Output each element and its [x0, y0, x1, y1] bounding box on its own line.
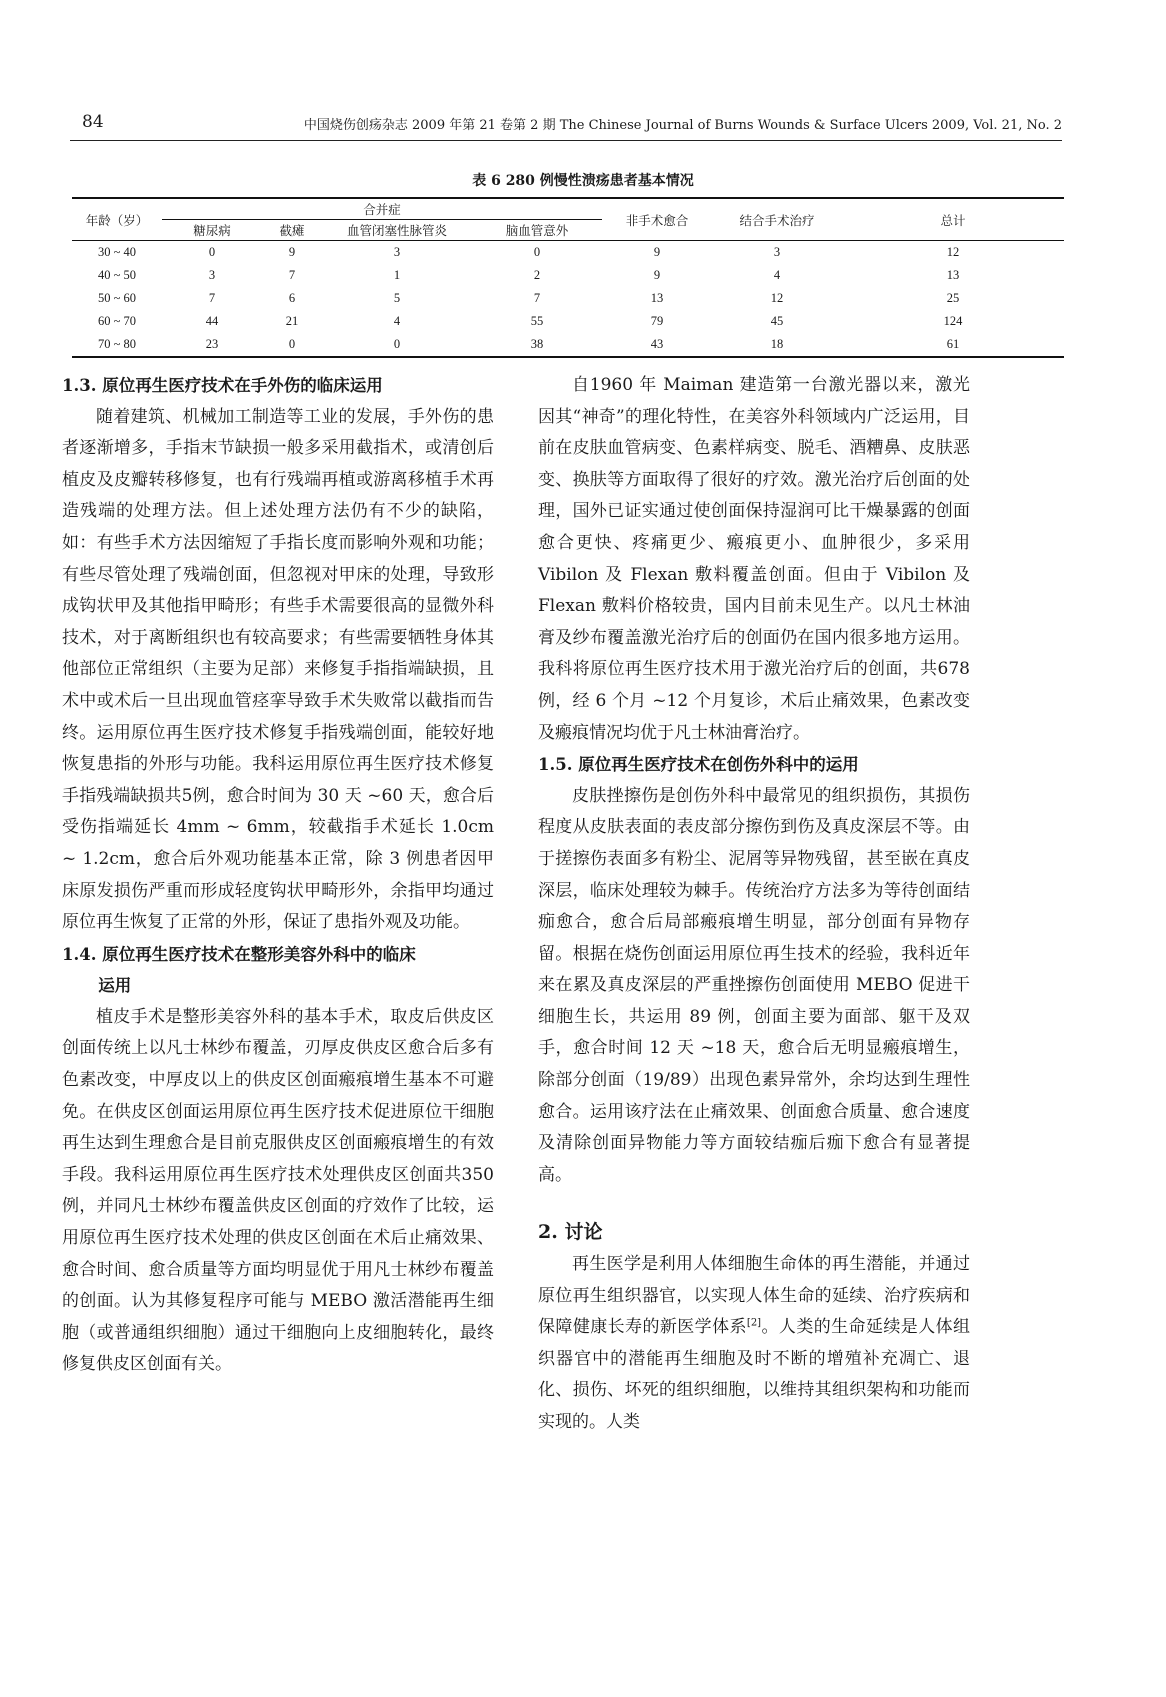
table-cell: 40 ~ 50: [97, 268, 136, 282]
table-cell: 13: [650, 291, 664, 305]
left-column: [62, 370, 494, 1381]
paragraph-1-4: 植皮手术是整形美容外科的基本手术，取皮后供皮区创面传统上以凡士林纱布覆盖，刃厚皮供皮区愈合后多有色素改变，中厚皮以上的供皮区创面瘢痕增生基本不可避免。在供皮区创面运用原位再生医疗技术促进原位干细胞再生达到生理愈合是目前克服供皮区创面瘢痕增生的有效手段。我科运用原位再生医疗技术处理供皮区创面共350例，并同凡士林纱布覆盖供皮区创面的疗效作了比较，运用原位再生医疗技术处理的供皮区创面在术后止痛效果、愈合时间、愈合质量等方面均明显优于用凡士林纱布覆盖的创面。认为其修复程序可能与 MEBO 激活潜能再生细胞（或普通组织细胞）通过干细胞向上皮细胞转化，最终修复供皮区创面有关。: [62, 1006, 494, 1375]
table-cell: 4: [393, 314, 401, 328]
header-total: 总计: [842, 198, 1064, 241]
paragraph-2: [538, 1249, 970, 1439]
header-paraplegia: 截瘫: [279, 224, 305, 238]
table-cell: 7: [208, 291, 216, 305]
table-cell: 0: [162, 241, 262, 265]
table-cell: 1: [393, 268, 401, 282]
table-cell: 79: [650, 314, 664, 328]
table-cell: 25: [946, 291, 960, 305]
header-diabetes: 糖尿病: [193, 224, 231, 238]
table-cell: 21: [285, 314, 299, 328]
table-cell: 3: [712, 241, 842, 265]
table-cell: 23: [162, 333, 262, 357]
table-cell: 124: [943, 314, 963, 328]
header-rule: [70, 140, 1062, 141]
table-row: [72, 310, 1064, 333]
table-cell: 18: [712, 333, 842, 357]
header-age: 年龄（岁）: [72, 198, 162, 241]
table-cell: 12: [770, 291, 784, 305]
table-cell: 7: [288, 268, 296, 282]
table-cell: 43: [602, 333, 712, 357]
table-cell: 9: [602, 241, 712, 265]
table-cell: 45: [770, 314, 784, 328]
table-cell: 0: [322, 333, 472, 357]
page-number: 84: [82, 112, 104, 132]
table-cell: 0: [472, 241, 602, 265]
right-column: [538, 370, 970, 1439]
table-row: [72, 241, 1064, 265]
table-cell: 0: [262, 333, 322, 357]
table-row: [72, 264, 1064, 287]
table-cell: 9: [262, 241, 322, 265]
paragraph-1-5: 皮肤挫擦伤是创伤外科中最常见的组织损伤，其损伤程度从皮肤表面的表皮部分擦伤到伤及真皮深层不等。由于搓擦伤表面多有粉尘、泥屑等异物残留，甚至嵌在真皮深层，临床处理较为棘手。传统治疗方法多为等待创面结痂愈合，愈合后局部瘢痕增生明显，部分创面有异物存留。根据在烧伤创面运用原位再生技术的经验，我科近年来在累及真皮深层的严重挫擦伤创面使用 MEBO 促进干细胞生长，共运用 89 例，创面主要为面部、躯干及双手，愈合时间 12 天 ~18 天，愈合后无明显瘢痕增生，除部分创面（19/89）出现色素异常外，余均达到生理性愈合。运用该疗法在止痛效果、创面愈合质量、愈合速度及清除创面异物能力等方面较结痂后痂下愈合有显著提高。: [538, 785, 970, 1185]
table-row: [72, 333, 1064, 357]
table-row: [72, 287, 1064, 310]
paragraph-2-text-b: 。人类的生命延续是人体组织器官中的潜能再生细胞及时不断的增殖补充凋亡、退化、损伤、坏死的组织细胞，以维持其组织架构和功能而实现的。人类: [538, 1317, 971, 1432]
table-cell: 4: [773, 268, 781, 282]
citation-ref: [2]: [746, 1317, 762, 1329]
table-cell: 44: [205, 314, 219, 328]
patient-table: [72, 197, 1064, 358]
paragraph-1-3: 随着建筑、机械加工制造等工业的发展，手外伤的患者逐渐增多，手指末节缺损一般多采用截指术，或清创后植皮及皮瓣转移修复，也有行残端再植或游离移植手术再造残端的处理方法。但上述处理方法仍有不少的缺陷，如：有些手术方法因缩短了手指长度而影响外观和功能；有些尽管处理了残端创面，但忽视对甲床的处理，导致形成钩状甲及其他指甲畸形；有些手术需要很高的显微外科技术，对于离断组织也有较高要求；有些需要牺牲身体其他部位正常组织（主要为足部）来修复手指指端缺损，且术中或术后一旦出现血管痉挛导致手术失败常以截指而告终。运用原位再生医疗技术修复手指残端创面，能较好地恢复患指的外形与功能。我科运用原位再生医疗技术修复手指残端缺损共5例，愈合时间为 30 天 ~60 天，愈合后受伤指端延长 4mm ~ 6mm，较截指手术延长 1.0cm ~ 1.2cm，愈合后外观功能基本正常，除 3 例患者因甲床原发损伤严重而形成轻度钩状甲畸形外，余指甲均通过原位再生恢复了正常的外形，保证了患指外观及功能。: [62, 406, 494, 933]
section-heading-1-5: 1.5. 原位再生医疗技术在创伤外科中的运用: [538, 755, 859, 775]
table-cell: 55: [530, 314, 544, 328]
section-heading-1-4-line2: 运用: [98, 976, 132, 996]
table-cell: 3: [208, 268, 216, 282]
table-cell: 6: [288, 291, 296, 305]
table-cell: 13: [946, 268, 960, 282]
section-heading-2: 2. 讨论: [538, 1221, 603, 1244]
paragraph-laser: 自1960 年 Maiman 建造第一台激光器以来，激光因其“神奇”的理化特性，在美容外科领域内广泛运用，目前在皮肤血管病变、色素样病变、脱毛、酒糟鼻、皮肤恶变、换肤等方面取得了很好的疗效。激光治疗后创面的处理，国外已证实通过使创面保持湿润可比干燥暴露的创面愈合更快、疼痛更少、瘢痕更小、血肿很少，多采用 Vibilon 及 Flexan 敷料覆盖创面。但由于 Vibilon 及 Flexan 敷料价格较贵，国内目前未见生产。以凡士林油膏及纱布覆盖激光治疗后的创面仍在国内很多地方运用。我科将原位再生医疗技术用于激光治疗后的创面，共678 例，经 6 个月 ~12 个月复诊，术后止痛效果，色素改变及瘢痕情况均优于凡士林油膏治疗。: [538, 375, 970, 743]
table-cell: 61: [842, 333, 1064, 357]
table-cell: 30 ~ 40: [72, 241, 162, 265]
header-nonsurgical: 非手术愈合: [602, 198, 712, 241]
table-cell: 50 ~ 60: [97, 291, 136, 305]
table-cell: 9: [653, 268, 661, 282]
section-heading-1-4-line1: 1.4. 原位再生医疗技术在整形美容外科中的临床: [62, 944, 416, 964]
table-cell: 60 ~ 70: [97, 314, 136, 328]
table-cell: 7: [533, 291, 541, 305]
table-cell: 38: [472, 333, 602, 357]
header-complication: 合并症: [162, 198, 602, 220]
paragraph-2-text-a: 再生医学是利用人体细胞生命体的再生潜能，并通过原位再生组织器官，以实现人体生命的延续、治疗疾病和保障健康长寿的新医学体系: [538, 1254, 970, 1338]
table-caption: 表 6 280 例慢性溃疡患者基本情况: [472, 173, 694, 189]
section-heading-1-3: 1.3. 原位再生医疗技术在手外伤的临床运用: [62, 376, 383, 395]
table-cell: 2: [533, 268, 541, 282]
header-stroke: 脑血管意外: [505, 224, 569, 238]
section-heading-1-4: [62, 939, 494, 1002]
table-cell: 3: [322, 241, 472, 265]
header-surgical: 结合手术治疗: [712, 198, 842, 241]
running-head: 中国烧伤创疡杂志 2009 年第 21 卷第 2 期 The Chinese Journal of Burns Wounds & Surface Ulcers 2009, Vol. 21, No. 2: [303, 118, 1062, 133]
header-vascular: 血管闭塞性脉管炎: [346, 224, 447, 238]
table-cell: 70 ~ 80: [72, 333, 162, 357]
table-cell: 5: [393, 291, 401, 305]
table-cell: 12: [842, 241, 1064, 265]
